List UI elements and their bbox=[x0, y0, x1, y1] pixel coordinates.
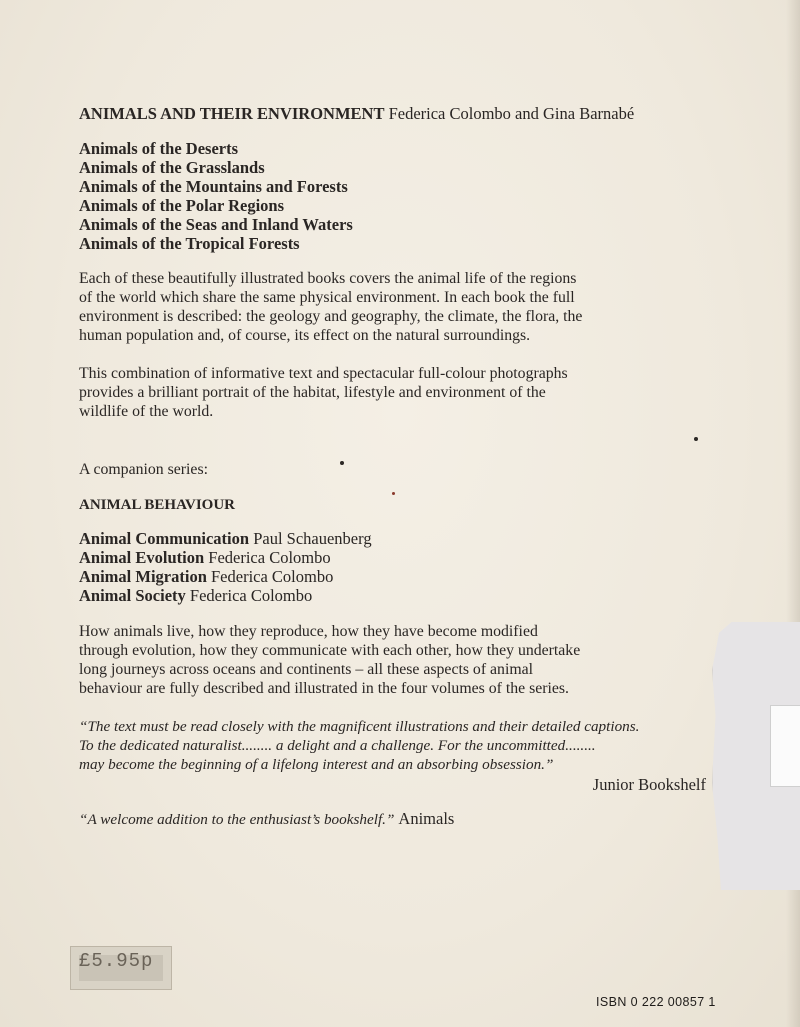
series2-book-author: Federica Colombo bbox=[208, 548, 331, 567]
library-sticker bbox=[770, 705, 800, 787]
series2-book bbox=[79, 529, 372, 549]
series1-para2-line: wildlife of the world. bbox=[79, 403, 214, 420]
ink-speck bbox=[694, 437, 698, 441]
series2-para-line: through evolution, how they communicate with each other, how they undertake bbox=[79, 642, 581, 659]
series1-para1-line: of the world which share the same physical environment. In each book the full bbox=[79, 289, 575, 306]
series1-title: ANIMALS AND THEIR ENVIRONMENT bbox=[79, 104, 385, 123]
series1-authors: Federica Colombo and Gina Barnabé bbox=[388, 104, 635, 123]
series1-para2-line: provides a brilliant portrait of the habitat, lifestyle and environment of the bbox=[79, 384, 546, 401]
review2-source: Animals bbox=[398, 809, 455, 828]
series1-book: Animals of the Tropical Forests bbox=[79, 234, 300, 253]
series1-header bbox=[79, 104, 634, 124]
series2-book-author: Paul Schauenberg bbox=[253, 529, 372, 548]
series1-book: Animals of the Mountains and Forests bbox=[79, 177, 348, 196]
review1-source: Junior Bookshelf bbox=[592, 775, 706, 794]
series2-book-title: Animal Communication bbox=[79, 529, 250, 548]
series1-book: Animals of the Grasslands bbox=[79, 158, 265, 177]
series1-para2-line: This combination of informative text and spectacular full-colour photographs bbox=[79, 365, 568, 382]
series2-title: ANIMAL BEHAVIOUR bbox=[79, 497, 235, 513]
series1-book: Animals of the Polar Regions bbox=[79, 196, 285, 215]
series2-book bbox=[79, 548, 331, 568]
series2-para-line: How animals live, how they reproduce, how they have become modified bbox=[79, 623, 538, 640]
review1-line: may become the beginning of a lifelong interest and an absorbing obsession.” bbox=[79, 756, 554, 773]
review2-quote: “A welcome addition to the enthusiast’s bookshelf.” bbox=[79, 811, 395, 828]
series2-book-author: Federica Colombo bbox=[211, 567, 334, 586]
series1-para1-line: human population and, of course, its effect on the natural surroundings. bbox=[79, 327, 531, 344]
series2-book-title: Animal Migration bbox=[79, 567, 207, 586]
ink-speck bbox=[340, 461, 344, 465]
series2-book-title: Animal Evolution bbox=[79, 548, 205, 567]
series1-book: Animals of the Seas and Inland Waters bbox=[79, 215, 353, 234]
isbn: ISBN 0 222 00857 1 bbox=[596, 995, 716, 1009]
series2-book-author: Federica Colombo bbox=[189, 586, 313, 605]
series1-para1-line: Each of these beautifully illustrated books covers the animal life of the regions bbox=[79, 270, 577, 287]
review2 bbox=[79, 809, 454, 829]
review1-line: To the dedicated naturalist........ a delight and a challenge. For the uncommitted........ bbox=[79, 737, 596, 754]
price-sticker bbox=[70, 946, 172, 990]
price-label: £5.95p bbox=[79, 950, 154, 972]
series1-book: Animals of the Deserts bbox=[79, 139, 239, 158]
series2-book-title: Animal Society bbox=[79, 586, 186, 605]
series2-para-line: behaviour are fully described and illustrated in the four volumes of the series. bbox=[79, 680, 569, 697]
ink-speck bbox=[392, 492, 395, 495]
series2-book bbox=[79, 567, 333, 587]
companion-intro: A companion series: bbox=[79, 461, 208, 478]
review1-line: “The text must be read closely with the magnificent illustrations and their detailed captions. bbox=[79, 718, 640, 735]
series1-para1-line: environment is described: the geology and geography, the climate, the flora, the bbox=[79, 308, 583, 325]
series2-para-line: long journeys across oceans and continents – all these aspects of animal bbox=[79, 661, 534, 678]
series2-book bbox=[79, 586, 312, 606]
